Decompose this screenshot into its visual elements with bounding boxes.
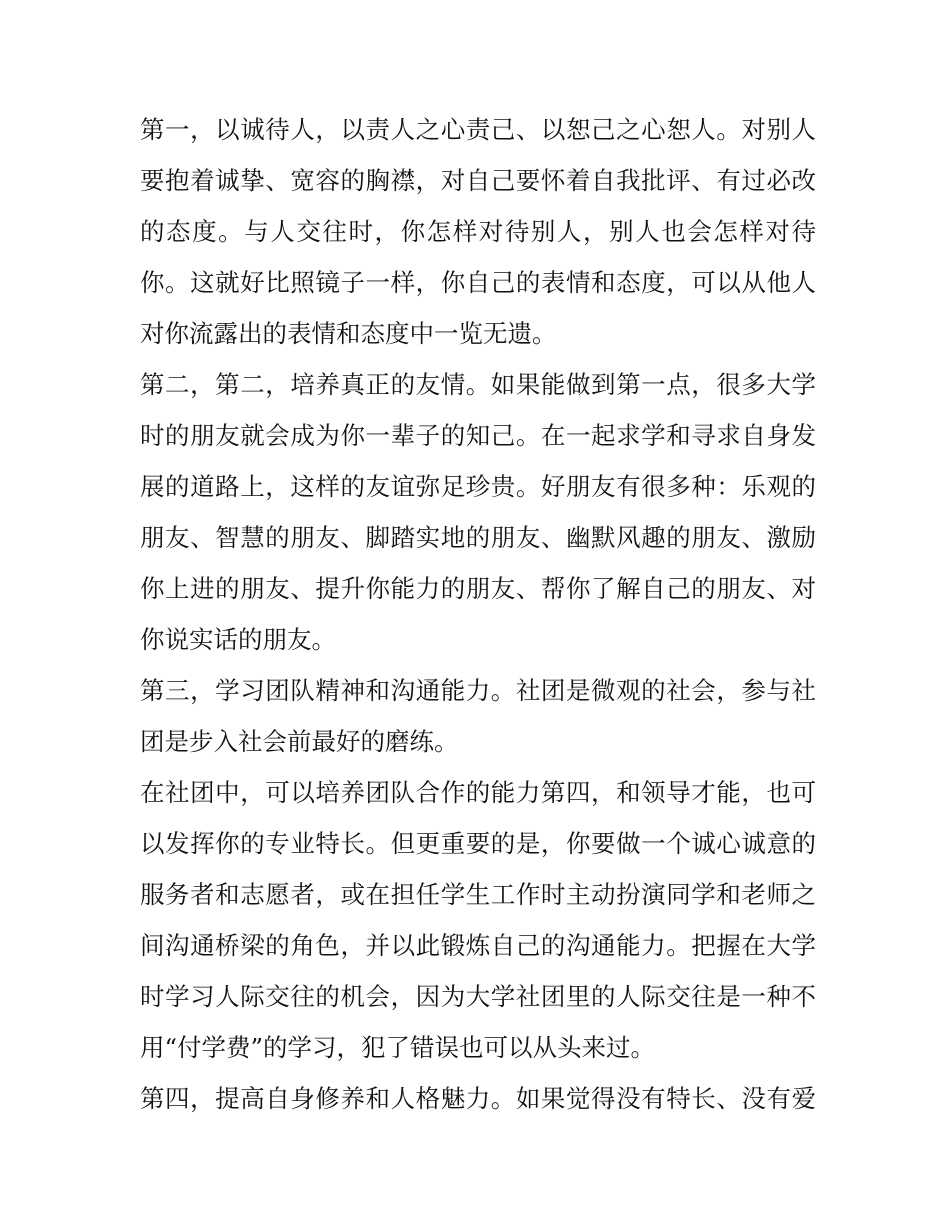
text-line: 要抱着诚挚、宽容的胸襟，对自己要怀着自我批评、有过必改 xyxy=(140,166,816,195)
text-line: 第四，提高自身修养和人格魅力。如果觉得没有特长、没有爱 xyxy=(140,1084,816,1113)
text-line: 时学习人际交往的机会，因为大学社团里的人际交往是一种不 xyxy=(140,982,816,1011)
text-line: 时的朋友就会成为你一辈子的知己。在一起求学和寻求自身发 xyxy=(140,421,816,450)
text-line: 以发挥你的专业特长。但更重要的是，你要做一个诚心诚意的 xyxy=(140,829,816,858)
text-line: 你上进的朋友、提升你能力的朋友、帮你了解自己的朋友、对 xyxy=(140,574,816,603)
paragraph-true-friendship xyxy=(140,359,816,665)
text-line: 展的道路上，这样的友谊弥足珍贵。好朋友有很多种：乐观的 xyxy=(140,472,816,501)
text-line: 服务者和志愿者，或在担任学生工作时主动扮演同学和老师之 xyxy=(140,880,816,909)
paragraph-self-cultivation xyxy=(140,1073,816,1124)
paragraph-teamwork xyxy=(140,665,816,767)
text-line: 用“付学费”的学习，犯了错误也可以从头来过。 xyxy=(140,1033,656,1062)
text-line: 间沟通桥梁的角色，并以此锻炼自己的沟通能力。把握在大学 xyxy=(140,931,816,960)
text-line: 的态度。与人交往时，你怎样对待别人，别人也会怎样对待 xyxy=(140,217,816,246)
paragraph-club-activities xyxy=(140,767,816,1073)
text-line: 你说实话的朋友。 xyxy=(140,625,336,654)
text-line: 团是步入社会前最好的磨练。 xyxy=(140,727,459,756)
text-line: 第二，第二，培养真正的友情。如果能做到第一点，很多大学 xyxy=(140,370,816,399)
paragraph-treat-with-sincerity xyxy=(140,104,816,359)
text-line: 第一，以诚待人，以责人之心责己、以恕己之心恕人。对别人 xyxy=(140,115,816,144)
text-line: 在社团中，可以培养团队合作的能力第四，和领导才能，也可 xyxy=(140,778,816,807)
text-line: 你。这就好比照镜子一样，你自己的表情和态度，可以从他人 xyxy=(140,268,816,297)
text-line: 对你流露出的表情和态度中一览无遗。 xyxy=(140,319,557,348)
text-line: 朋友、智慧的朋友、脚踏实地的朋友、幽默风趣的朋友、激励 xyxy=(140,523,816,552)
document-body xyxy=(140,104,816,1124)
text-line: 第三，学习团队精神和沟通能力。社团是微观的社会，参与社 xyxy=(140,676,816,705)
